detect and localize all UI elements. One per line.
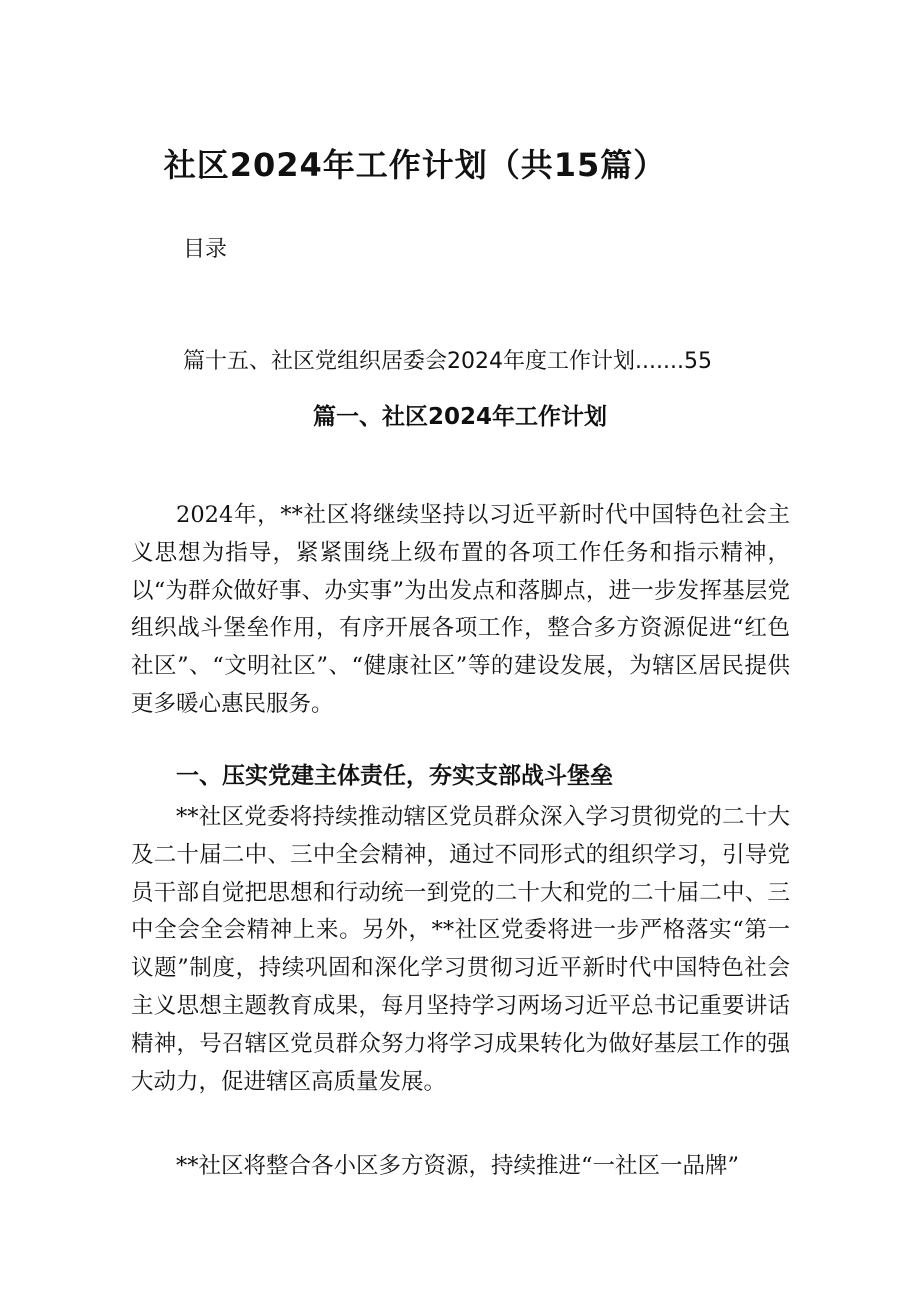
body-paragraph: **社区党委将持续推动辖区党员群众深入学习贯彻党的二十大及二十届二中、三中全会精神，通过不同形式的组织学习，引导党员干部自觉把思想和行动统一到党的二十大和党的二十届二中、三中全会全会精神上来。另外，**社区党委将进一步严格落实“第一议题”制度，持续巩固和深化学习贯彻习近平新时代中国特色社会主义思想主题教育成果，每月坚持学习两场习近平总书记重要讲话精神，号召辖区党员群众努力将学习成果转化为做好基层工作的强大动力，促进辖区高质量发展。: [131, 804, 790, 1095]
toc-label: 目录: [183, 237, 228, 262]
document-title: 社区2024年工作计划（共15篇）: [163, 146, 667, 184]
chapter-title: 篇一、社区2024年工作计划: [312, 404, 607, 430]
body-paragraph: 2024年，**社区将继续坚持以习近平新时代中国特色社会主义思想为指导，紧紧围绕上级布置的各项工作任务和指示精神，以“为群众做好事、办实事”为出发点和落脚点，进一步发挥基层党组织战斗堡垒作用，有序开展各项工作，整合多方资源促进“红色社区”、“文明社区”、“健康社区”等的建设发展，为辖区居民提供更多暖心惠民服务。: [131, 502, 790, 717]
section-heading: 一、压实党建主体责任，夯实支部战斗堡垒: [176, 763, 613, 789]
toc-entry[interactable]: 篇十五、社区党组织居委会2024年度工作计划.......55: [183, 349, 712, 374]
body-paragraph: **社区将整合各小区多方资源，持续推进“一社区一品牌”: [176, 1153, 740, 1179]
